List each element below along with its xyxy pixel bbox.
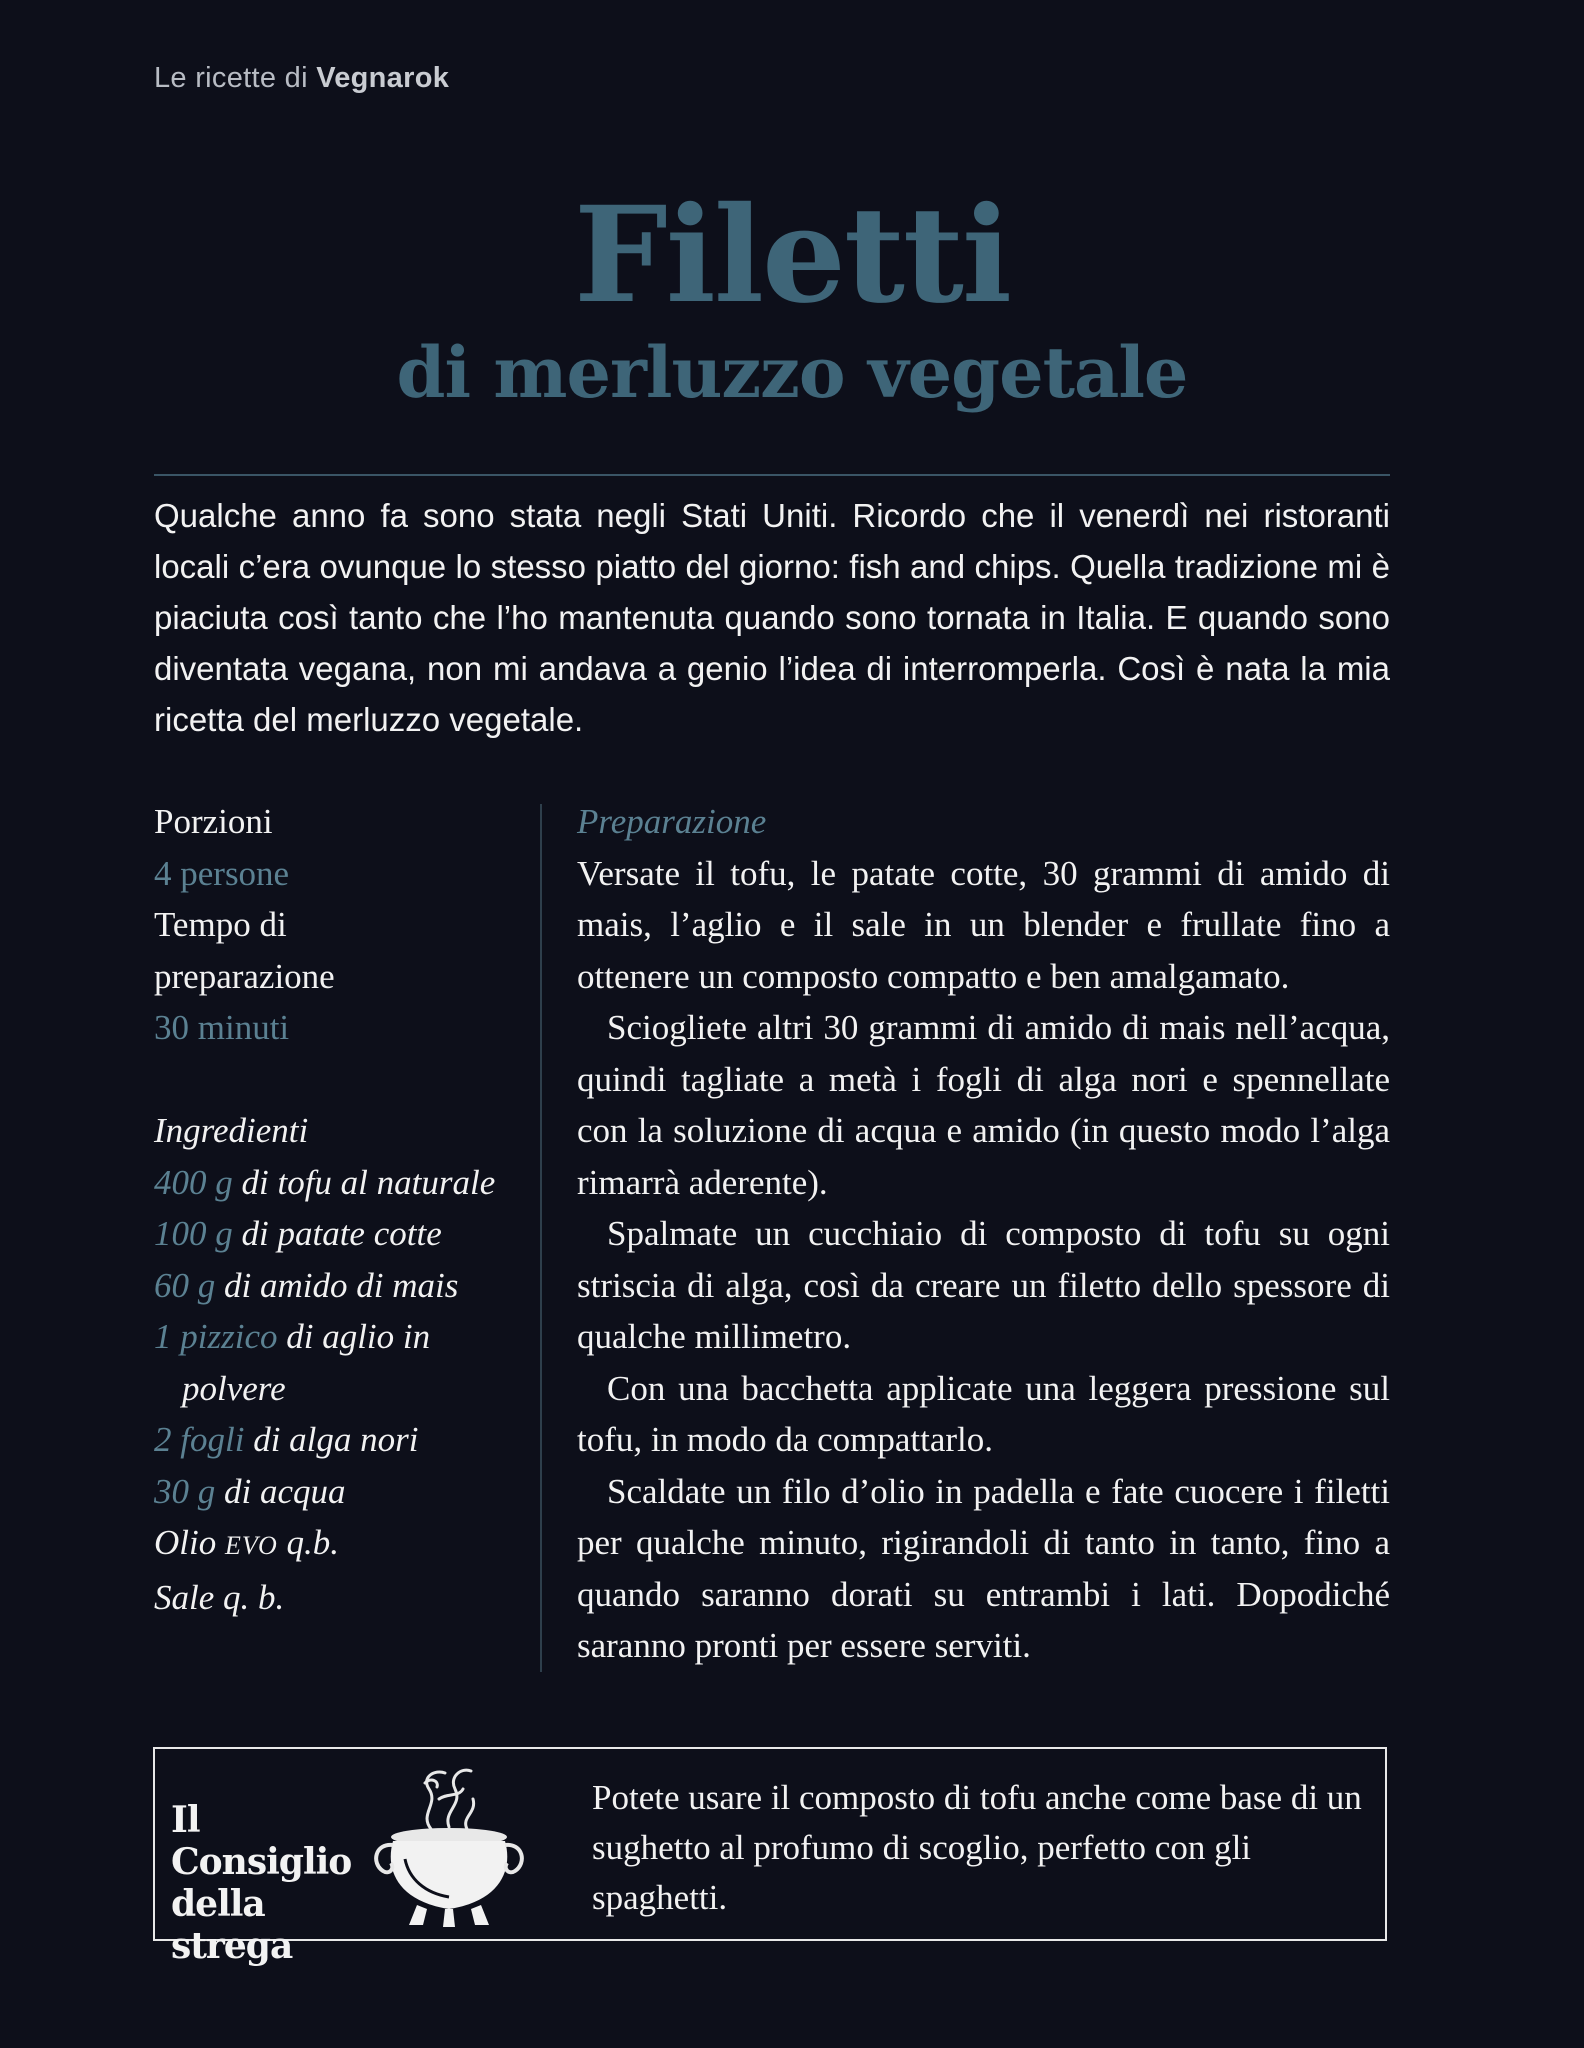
tip-title-line-2: della strega — [171, 1883, 293, 1967]
ingredient-qty: 100 g — [154, 1214, 233, 1253]
preparation-heading: Preparazione — [577, 802, 767, 841]
ingredient-item — [154, 1260, 524, 1312]
time-label-line-1: Tempo di — [154, 905, 287, 944]
time-label-line-2: preparazione — [154, 956, 335, 996]
time-value: 30 minuti — [154, 1008, 290, 1047]
ingredient-qty: 60 g — [154, 1265, 216, 1305]
preparation-column — [577, 796, 1390, 1672]
ingredient-item — [154, 1311, 524, 1414]
running-head-prefix: Le ricette di — [154, 62, 308, 94]
ingredient-item — [154, 1466, 524, 1518]
running-head-brand: Vegnarok — [316, 62, 450, 94]
tip-title — [171, 1799, 371, 1967]
oil-qb: q.b. — [286, 1523, 339, 1562]
title-divider — [154, 474, 1390, 476]
tip-title-line-1: Il Consiglio — [171, 1799, 352, 1883]
ingredient-text: di amido di mais — [224, 1265, 459, 1305]
ingredient-text: di acqua — [224, 1471, 346, 1511]
preparation-step: Con una bacchetta applicate una leggera pressione sul tofu, in modo da compattarlo. — [577, 1368, 1390, 1459]
ingredient-qty: 400 g — [154, 1162, 233, 1202]
ingredients-heading: Ingredienti — [154, 1111, 309, 1150]
ingredient-salt: Sale q. b. — [154, 1577, 285, 1617]
running-head — [154, 62, 449, 95]
servings-label: Porzioni — [154, 802, 273, 841]
oil-evo: EVO — [224, 1531, 278, 1560]
intro-paragraph: Qualche anno fa sono stata negli Stati Uniti. Ricordo che il venerdì nei ristoranti locali c’era ovunque lo stesso piatto del giorno: fish and chips. Quella tradizione mi è piaciuta così tanto che l’ho mantenuta quando sono tornata in Italia. E quando sono diventata vegana, non mi andava a genio l’idea di interromperla. Così è nata la mia ricetta del merluzzo vegetale. — [154, 497, 1390, 738]
recipe-subtitle: di merluzzo vegetale — [396, 331, 1188, 414]
ingredient-text: di aglio in polvere — [182, 1317, 431, 1408]
ingredient-item — [154, 1208, 524, 1260]
ingredient-oil — [154, 1517, 524, 1572]
servings-value: 4 persone — [154, 853, 290, 893]
preparation-step: Versate il tofu, le patate cotte, 30 grammi di amido di mais, l’aglio e il sale in un blender e frullate fino a ottenere un composto compatto e ben amalgamato. — [577, 853, 1390, 996]
ingredient-item — [154, 1157, 524, 1209]
oil-label: Olio — [154, 1523, 217, 1562]
column-divider — [540, 804, 542, 1672]
cauldron-icon — [369, 1759, 529, 1931]
ingredient-text: di patate cotte — [241, 1214, 442, 1253]
preparation-step: Spalmate un cucchiaio di composto di tofu su ogni striscia di alga, così da creare un filetto dello spessore di qualche millimetro. — [577, 1214, 1390, 1356]
preparation-step: Scaldate un filo d’olio in padella e fate cuocere i filetti per qualche minuto, rigirandoli di tanto in tanto, fino a quando saranno dorati su entrambi i lati. Dopodiché saranno pronti per essere serviti. — [577, 1471, 1390, 1665]
ingredient-qty: 1 pizzico — [154, 1317, 278, 1356]
tip-text: Potete usare il composto di tofu anche come base di un sughetto al profumo di scoglio, perfetto con gli spaghetti. — [592, 1778, 1362, 1917]
ingredient-item — [154, 1414, 524, 1466]
preparation-step: Sciogliete altri 30 grammi di amido di mais nell’acqua, quindi tagliate a metà i fogli di alga nori e spennellate con la soluzione di acqua e amido (in questo modo l’alga rimarrà aderente). — [577, 1008, 1390, 1202]
ingredient-text: di alga nori — [253, 1420, 419, 1459]
ingredient-qty: 30 g — [154, 1471, 216, 1511]
ingredient-text: di tofu al naturale — [241, 1162, 496, 1202]
witch-tip-box — [153, 1747, 1387, 1967]
recipe-title: Filetti — [573, 178, 1011, 333]
ingredient-qty: 2 fogli — [154, 1420, 245, 1459]
recipe-info-column — [154, 796, 524, 1623]
